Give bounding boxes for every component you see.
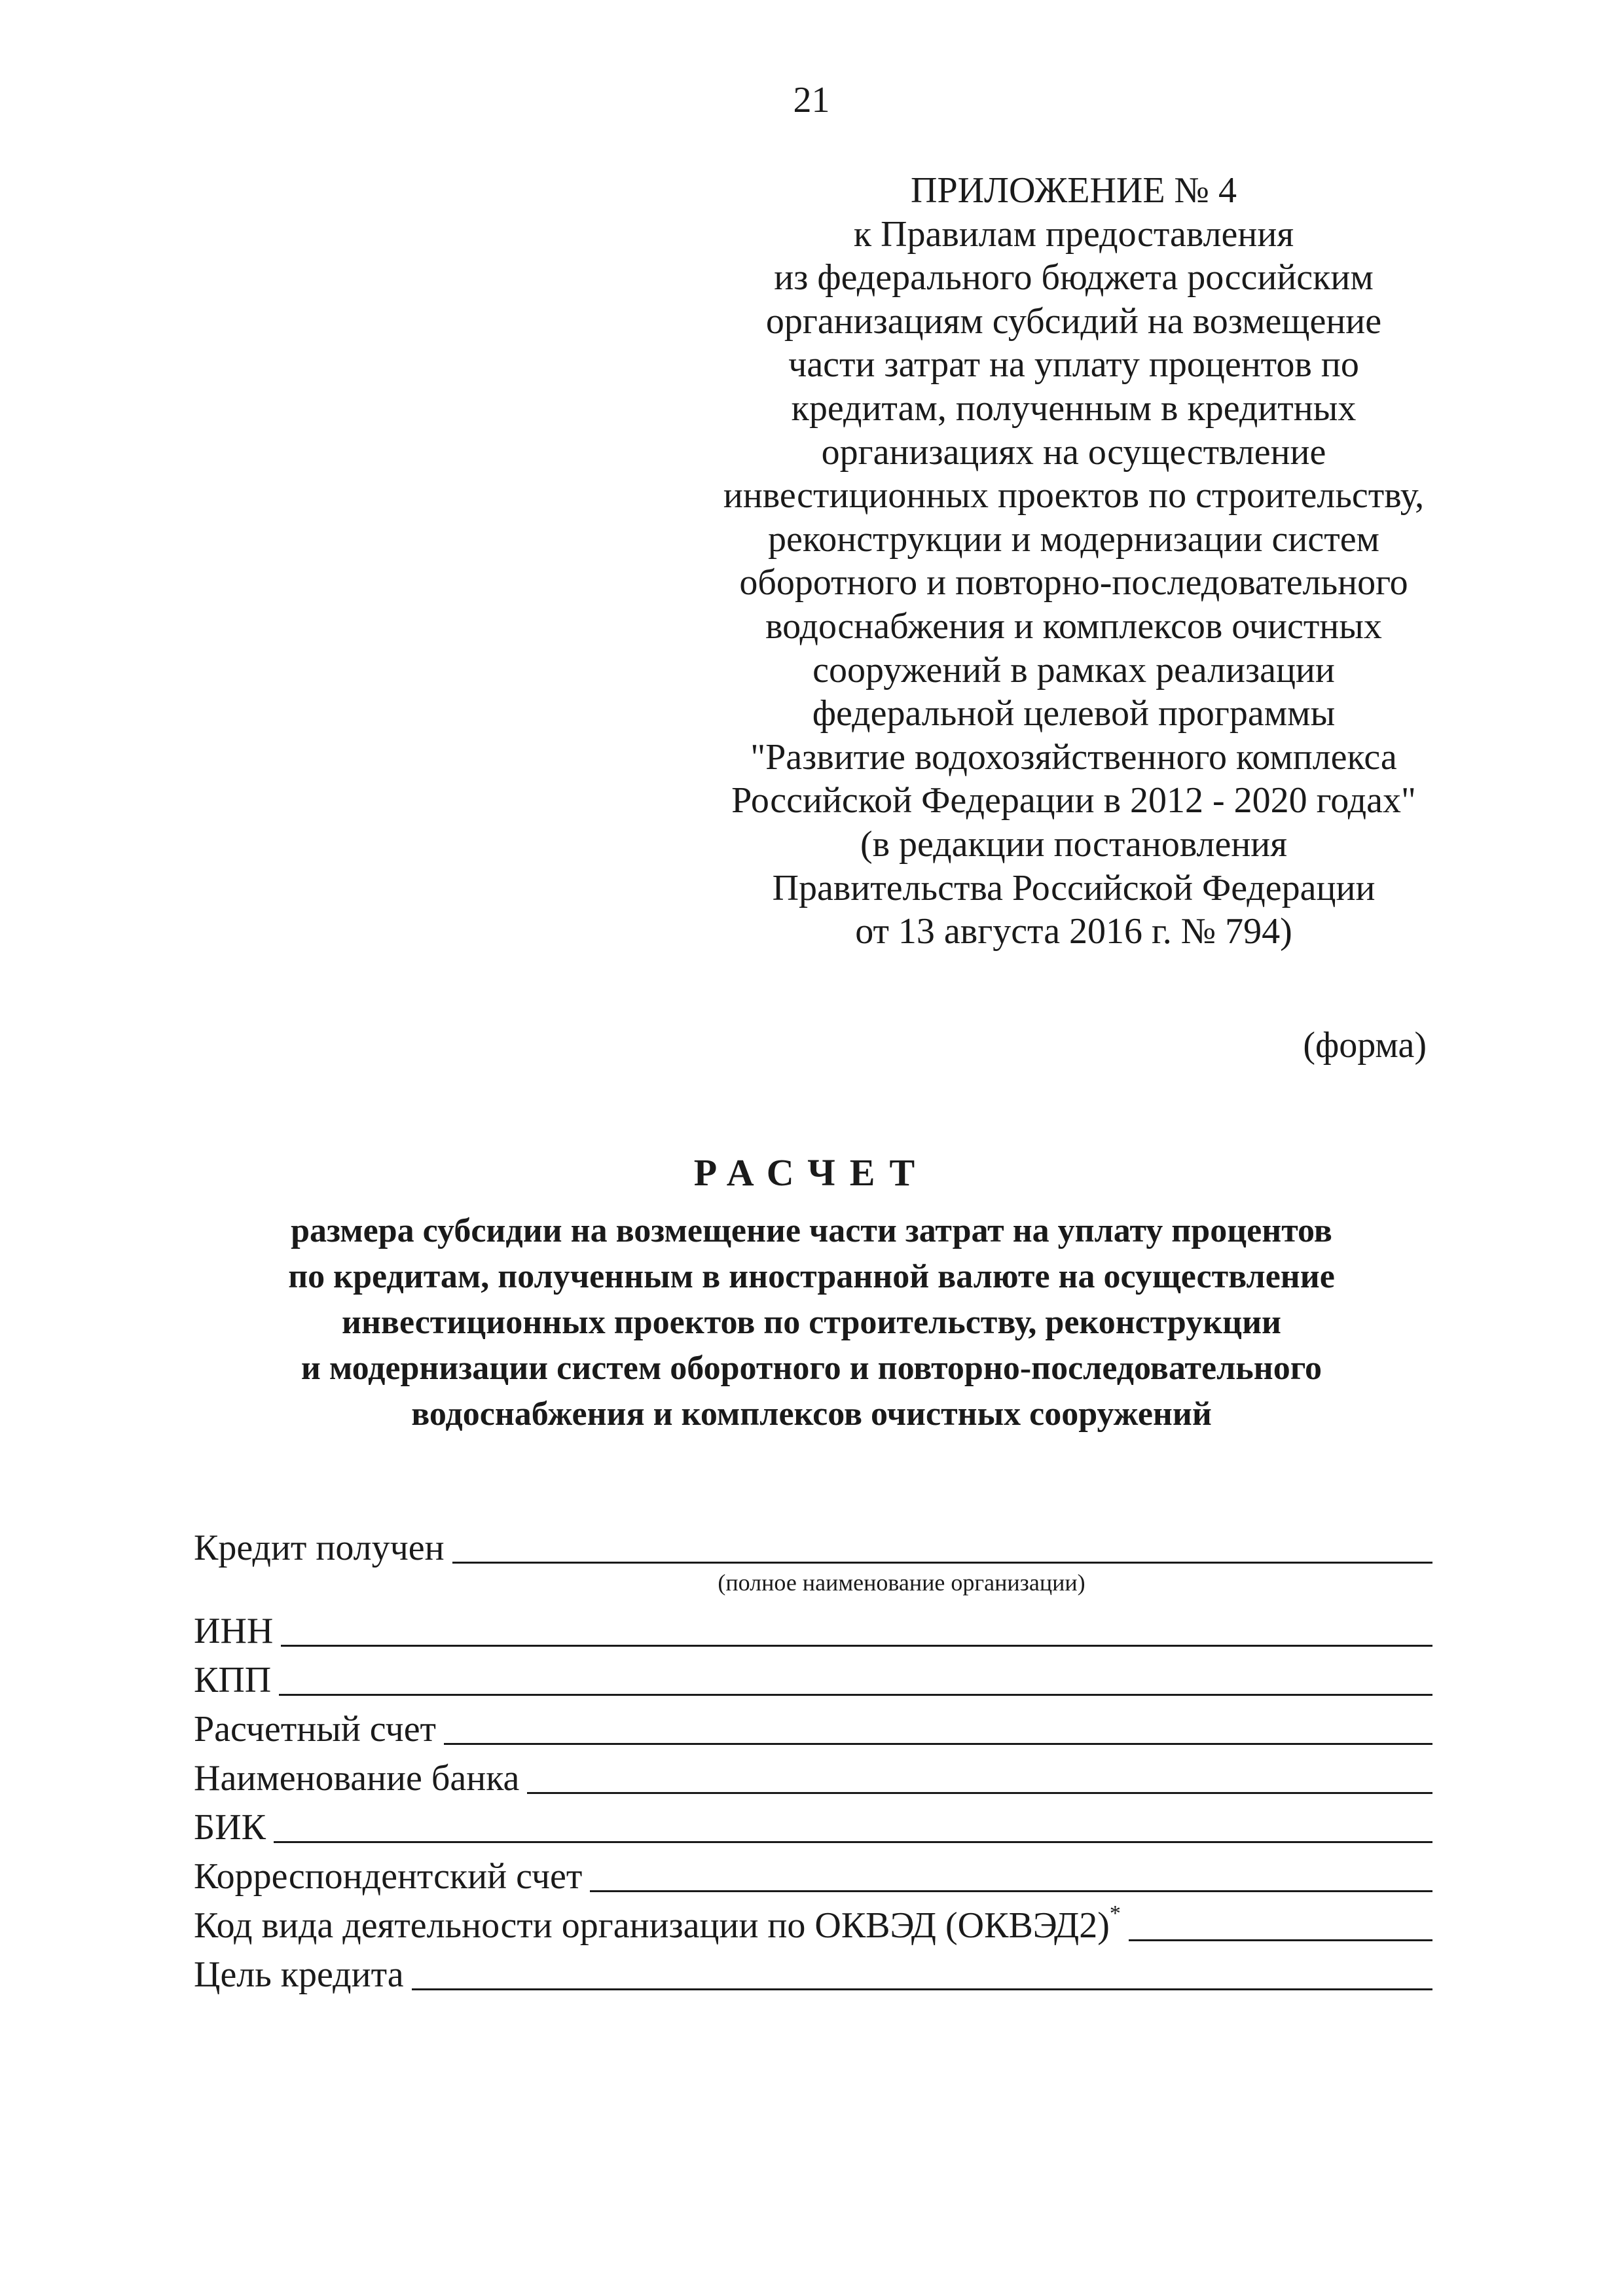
- appendix-line: Правительства Российской Федерации: [772, 867, 1376, 908]
- field-label-inn: ИНН: [194, 1611, 274, 1651]
- field-label-bik: БИК: [194, 1807, 266, 1848]
- appendix-line: сооружений в рамках реализации: [812, 649, 1335, 691]
- appendix-line: водоснабжения и комплексов очистных: [765, 605, 1382, 647]
- appendix-line: организациях на осуществление: [821, 431, 1326, 473]
- subtitle-line: водоснабжения и комплексов очистных сооружений: [411, 1395, 1212, 1433]
- credit-received-fill-line[interactable]: [452, 1562, 1432, 1564]
- kpp-fill-line[interactable]: [279, 1694, 1432, 1696]
- field-bank-name: [194, 1750, 1432, 1799]
- bik-fill-line[interactable]: [274, 1841, 1432, 1843]
- field-okved: [194, 1897, 1432, 1946]
- form-mark: (форма): [1303, 1025, 1427, 1066]
- subtitle-line: инвестиционных проектов по строительству, реконструкции: [341, 1304, 1281, 1341]
- field-kpp: [194, 1652, 1432, 1701]
- appendix-line: к Правилам предоставления: [853, 213, 1294, 255]
- appendix-line: оборотного и повторно-последовательного: [739, 562, 1408, 603]
- field-hint-organization-name: (полное наименование организации): [718, 1570, 1085, 1596]
- appendix-header: [694, 169, 1453, 954]
- document-title: РАСЧЕТ: [693, 1151, 930, 1194]
- field-label-settlement-account: Расчетный счет: [194, 1709, 437, 1749]
- subtitle-line: и модернизации систем оборотного и повторно-последовательного: [301, 1350, 1322, 1387]
- inn-fill-line[interactable]: [281, 1645, 1432, 1647]
- field-label-correspondent-account: Корреспондентский счет: [194, 1856, 583, 1897]
- appendix-line: организациям субсидий на возмещение: [765, 300, 1382, 342]
- bank-name-fill-line[interactable]: [527, 1792, 1432, 1794]
- appendix-line: кредитам, полученным в кредитных: [791, 387, 1357, 429]
- field-settlement-account: [194, 1701, 1432, 1750]
- credit-purpose-fill-line[interactable]: [412, 1988, 1432, 1990]
- field-credit-purpose: [194, 1946, 1432, 1996]
- appendix-line: федеральной целевой программы: [812, 693, 1336, 734]
- field-label-credit-purpose: Цель кредита: [194, 1954, 404, 1995]
- field-label-credit-received: Кредит получен: [194, 1528, 445, 1568]
- field-credit-received: [194, 1520, 1432, 1569]
- document-subtitle: [131, 1208, 1492, 1437]
- appendix-line: от 13 августа 2016 г. № 794): [855, 911, 1292, 952]
- field-label-bank-name: Наименование банка: [194, 1758, 520, 1799]
- footnote-mark: *: [1109, 1901, 1121, 1926]
- appendix-line: реконструкции и модернизации систем: [768, 518, 1379, 560]
- field-label-kpp: КПП: [194, 1660, 272, 1700]
- appendix-line: инвестиционных проектов по строительству,: [723, 475, 1425, 516]
- page-number: 21: [793, 80, 830, 120]
- appendix-line: (в редакции постановления: [860, 823, 1288, 865]
- field-label-okved: [194, 1901, 1129, 1946]
- okved-label-text: Код вида деятельности организации по ОКВЭД (ОКВЭД2): [194, 1905, 1110, 1946]
- subtitle-line: размера субсидии на возмещение части затрат на уплату процентов: [291, 1212, 1332, 1249]
- appendix-title: ПРИЛОЖЕНИЕ № 4: [911, 170, 1237, 211]
- appendix-line: "Развитие водохозяйственного комплекса: [750, 736, 1397, 778]
- okved-fill-line[interactable]: [1129, 1939, 1432, 1941]
- appendix-line: из федерального бюджета российским: [774, 257, 1374, 298]
- appendix-line: части затрат на уплату процентов по: [788, 344, 1359, 386]
- form-fields: [194, 1520, 1432, 1996]
- subtitle-line: по кредитам, полученным в иностранной валюте на осуществление: [288, 1258, 1335, 1295]
- field-correspondent-account: [194, 1848, 1432, 1897]
- field-inn: [194, 1603, 1432, 1652]
- field-bik: [194, 1799, 1432, 1848]
- correspondent-account-fill-line[interactable]: [590, 1890, 1432, 1892]
- appendix-line: Российской Федерации в 2012 - 2020 годах": [731, 780, 1416, 821]
- settlement-account-fill-line[interactable]: [444, 1743, 1432, 1745]
